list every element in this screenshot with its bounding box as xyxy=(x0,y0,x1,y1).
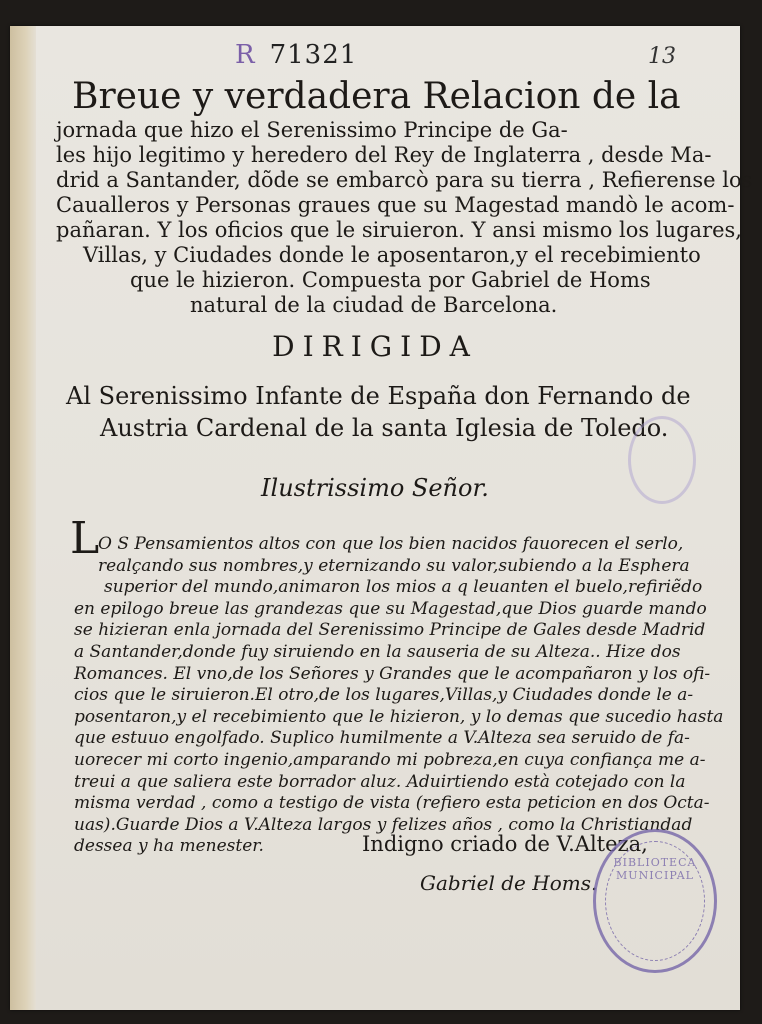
title-line-6: pañaran. Y los oficios que le siruieron. Y ansi mismo los lugares, xyxy=(56,218,742,242)
body-line: en epilogo breue las grandezas que su Magestad,que Dios guarde mando xyxy=(74,599,707,619)
title-line-8: que le hizieron. Compuesta por Gabriel de Homs xyxy=(130,268,651,292)
body-line: treui a que saliera este borrador aluz. Aduirtiendo està cotejado con la xyxy=(74,772,686,792)
signature-line-1: Indigno criado de V.Alteza, xyxy=(362,832,648,856)
shelfmark-number: 71321 xyxy=(269,40,358,70)
body-line: se hizieran enla jornada del Serenissimo Principe de Gales desde Madrid xyxy=(74,620,706,640)
body-line: superior del mundo,animaron los mios a q leuanten el buelo,refiriẽdo xyxy=(104,577,703,597)
shelfmark xyxy=(235,40,357,70)
library-stamp-label: BIBLIOTECA MUNICIPAL xyxy=(613,856,697,882)
title-line-9: natural de la ciudad de Barcelona. xyxy=(190,293,558,317)
title-line-1: Breue y verdadera Relacion de la xyxy=(72,76,681,117)
body-line: realçando sus nombres,y eternizando su valor,subiendo a la Esphera xyxy=(98,556,690,576)
folio-number: 13 xyxy=(648,44,676,69)
body-line: cios que le siruieron.El otro,de los lugares,Villas,y Ciudades donde le a- xyxy=(74,685,694,705)
title-line-5: Caualleros y Personas graues que su Magestad mandò le acom- xyxy=(56,193,735,217)
title-line-3: les hijo legitimo y heredero del Rey de Inglaterra , desde Ma- xyxy=(56,143,712,167)
library-stamp-faded xyxy=(628,416,696,504)
dirigida-heading: DIRIGIDA xyxy=(272,330,478,363)
body-line: que estuuo engolfado. Suplico humilmente a V.Alteza sea seruido de fa- xyxy=(74,728,690,748)
body-line: misma verdad , como a testigo de vista (refiero esta peticion en dos Octa- xyxy=(74,793,710,813)
body-line: uas).Guarde Dios a V.Alteza largos y felizes años , como la Christiandad xyxy=(74,815,693,835)
title-line-2: jornada que hizo el Serenissimo Principe de Ga- xyxy=(56,118,568,142)
salutation: Ilustrissimo Señor. xyxy=(261,474,489,502)
drop-cap: L xyxy=(70,513,100,564)
signature-name: Gabriel de Homs. xyxy=(420,871,598,895)
shelfmark-mark: R xyxy=(235,40,256,70)
body-line: dessea y ha menester. xyxy=(74,836,264,856)
dedication-line-2: Austria Cardenal de la santa Iglesia de Toledo. xyxy=(100,414,669,442)
body-line: posentaron,y el recebimiento que le hizieron, y lo demas que sucedio hasta xyxy=(74,707,724,727)
body-line: Romances. El vno,de los Señores y Grandes que le acompañaron y los ofi- xyxy=(74,664,711,684)
library-stamp xyxy=(593,829,717,973)
body-line: a Santander,donde fuy siruiendo en la sauseria de su Alteza.. Hize dos xyxy=(74,642,681,662)
title-line-7: Villas, y Ciudades donde le aposentaron,y el recebimiento xyxy=(83,243,701,267)
dedication-line-1: Al Serenissimo Infante de España don Fernando de xyxy=(66,382,691,410)
binding-spine xyxy=(10,26,36,1010)
document-page xyxy=(10,26,753,1010)
body-line: uorecer mi corto ingenio,amparando mi pobreza,en cuya confiança me a- xyxy=(74,750,706,770)
body-line: O S Pensamientos altos con que los bien nacidos fauorecen el serlo, xyxy=(98,534,684,554)
title-line-4: drid a Santander, dõde se embarcò para su tierra , Refierense los xyxy=(56,168,753,192)
